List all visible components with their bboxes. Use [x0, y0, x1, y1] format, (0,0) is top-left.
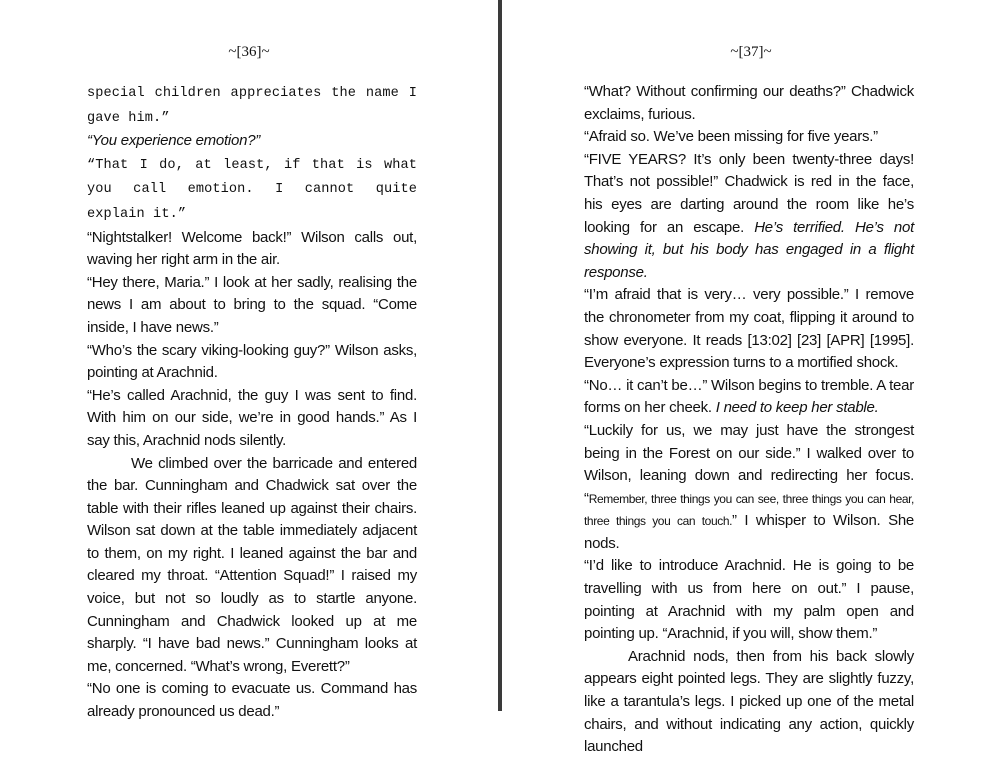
paragraph-text: “Luckily for us, we may just have the strongest being in the Forest on our side.” I walked over to Wilson, leaning down and redirecting her focus. “	[584, 421, 914, 507]
whisper-text: Remember, three things you can see, three things you can hear, three things you can touch.	[584, 491, 914, 529]
italic-thought-text: I need to keep her stable.	[715, 399, 879, 417]
paragraph	[584, 375, 914, 420]
left-page	[0, 0, 498, 721]
italic-thought-text: “You experience emotion?”	[87, 132, 261, 150]
paragraph	[584, 646, 914, 759]
paragraph-text: “Hey there, Maria.” I look at her sadly, realising the news I am about to bring to the squad. “Come inside, I have news.”	[87, 273, 417, 336]
paragraph	[87, 272, 417, 340]
paragraph-text: ” I whisper to Wilson. She nods.	[584, 512, 915, 552]
paragraph-text: “He’s called Arachnid, the guy I was sent to find. With him on our side, we’re in good hands.” As I say this, Arachnid nods silently.	[87, 386, 417, 449]
paragraph-text: “I’m afraid that is very… very possible.” I remove the chronometer from my coat, flipping it around to show everyone. It reads [13:02] [23] [APR] [1995]. Everyone’s expression turns to a mortified shock.	[584, 286, 914, 372]
paragraph-text: Arachnid nods, then from his back slowly appears eight pointed legs. They are slightly fuzzy, like a tarantula’s legs. I picked up one of the metal chairs, and without indicating any action, quickly launched	[584, 647, 914, 756]
italic-thought-text: He’s terrified. He’s not showing it, but his body has engaged in a flight response.	[584, 218, 915, 281]
paragraph	[584, 555, 914, 645]
right-page	[502, 0, 1000, 756]
monospace-dialogue-text: “That I do, at least, if that is what you call emotion. I cannot quite explain it.”	[87, 157, 417, 222]
monospace-dialogue-text: special children appreciates the name I gave him.”	[87, 86, 417, 126]
paragraph	[87, 453, 417, 679]
paragraph-text: “I’d like to introduce Arachnid. He is going to be travelling with us from here on out.” I pause, pointing at Arachnid with my palm open and pointing up. “Arachnid, if you will, show them.”	[584, 557, 914, 643]
paragraph-text: “Afraid so. We’ve been missing for five years.”	[584, 128, 878, 146]
page-body	[87, 81, 417, 724]
paragraph	[584, 81, 914, 126]
paragraph	[584, 284, 914, 374]
paragraph	[87, 678, 417, 723]
page-number: ~[37]~	[730, 44, 772, 60]
paragraph	[584, 149, 914, 285]
paragraph-text: “Nightstalker! Welcome back!” Wilson calls out, waving her right arm in the air.	[87, 228, 417, 269]
page-number: ~[36]~	[228, 44, 270, 60]
paragraph	[584, 420, 914, 556]
paragraph-text: “What? Without confirming our deaths?” Chadwick exclaims, furious.	[584, 83, 914, 123]
paragraph-text: “No one is coming to evacuate us. Command has already pronounced us dead.”	[87, 680, 417, 721]
paragraph	[87, 227, 417, 272]
paragraph	[87, 340, 417, 385]
paragraph	[87, 130, 417, 153]
paragraph	[584, 126, 914, 149]
paragraph-text: “FIVE YEARS? It’s only been twenty-three days! That’s not possible!” Chadwick is red in the face, his eyes are darting around the room like he’s looking for an escape.	[584, 150, 914, 236]
paragraph-text: “Who’s the scary viking-looking guy?” Wilson asks, pointing at Arachnid.	[87, 341, 417, 382]
paragraph	[87, 385, 417, 453]
paragraph-text: We climbed over the barricade and entered the bar. Cunningham and Chadwick sat over the table with their rifles leaned up against their chairs. Wilson sat down at the table immediately adjacent to them, on my right. I leaned against the bar and cleared my throat. “Attention Squad!” I raised my voice, but not so loudly as to startle anyone. Cunningham and Chadwick looked up at me sharply. “I have bad news.” Cunningham looks at me, concerned. “What’s wrong, Everett?”	[87, 454, 417, 675]
paragraph-text: “No… it can’t be…” Wilson begins to tremble. A tear forms on her cheek.	[584, 376, 914, 417]
paragraph	[87, 153, 417, 227]
page-body	[584, 81, 914, 759]
paragraph	[87, 81, 417, 130]
